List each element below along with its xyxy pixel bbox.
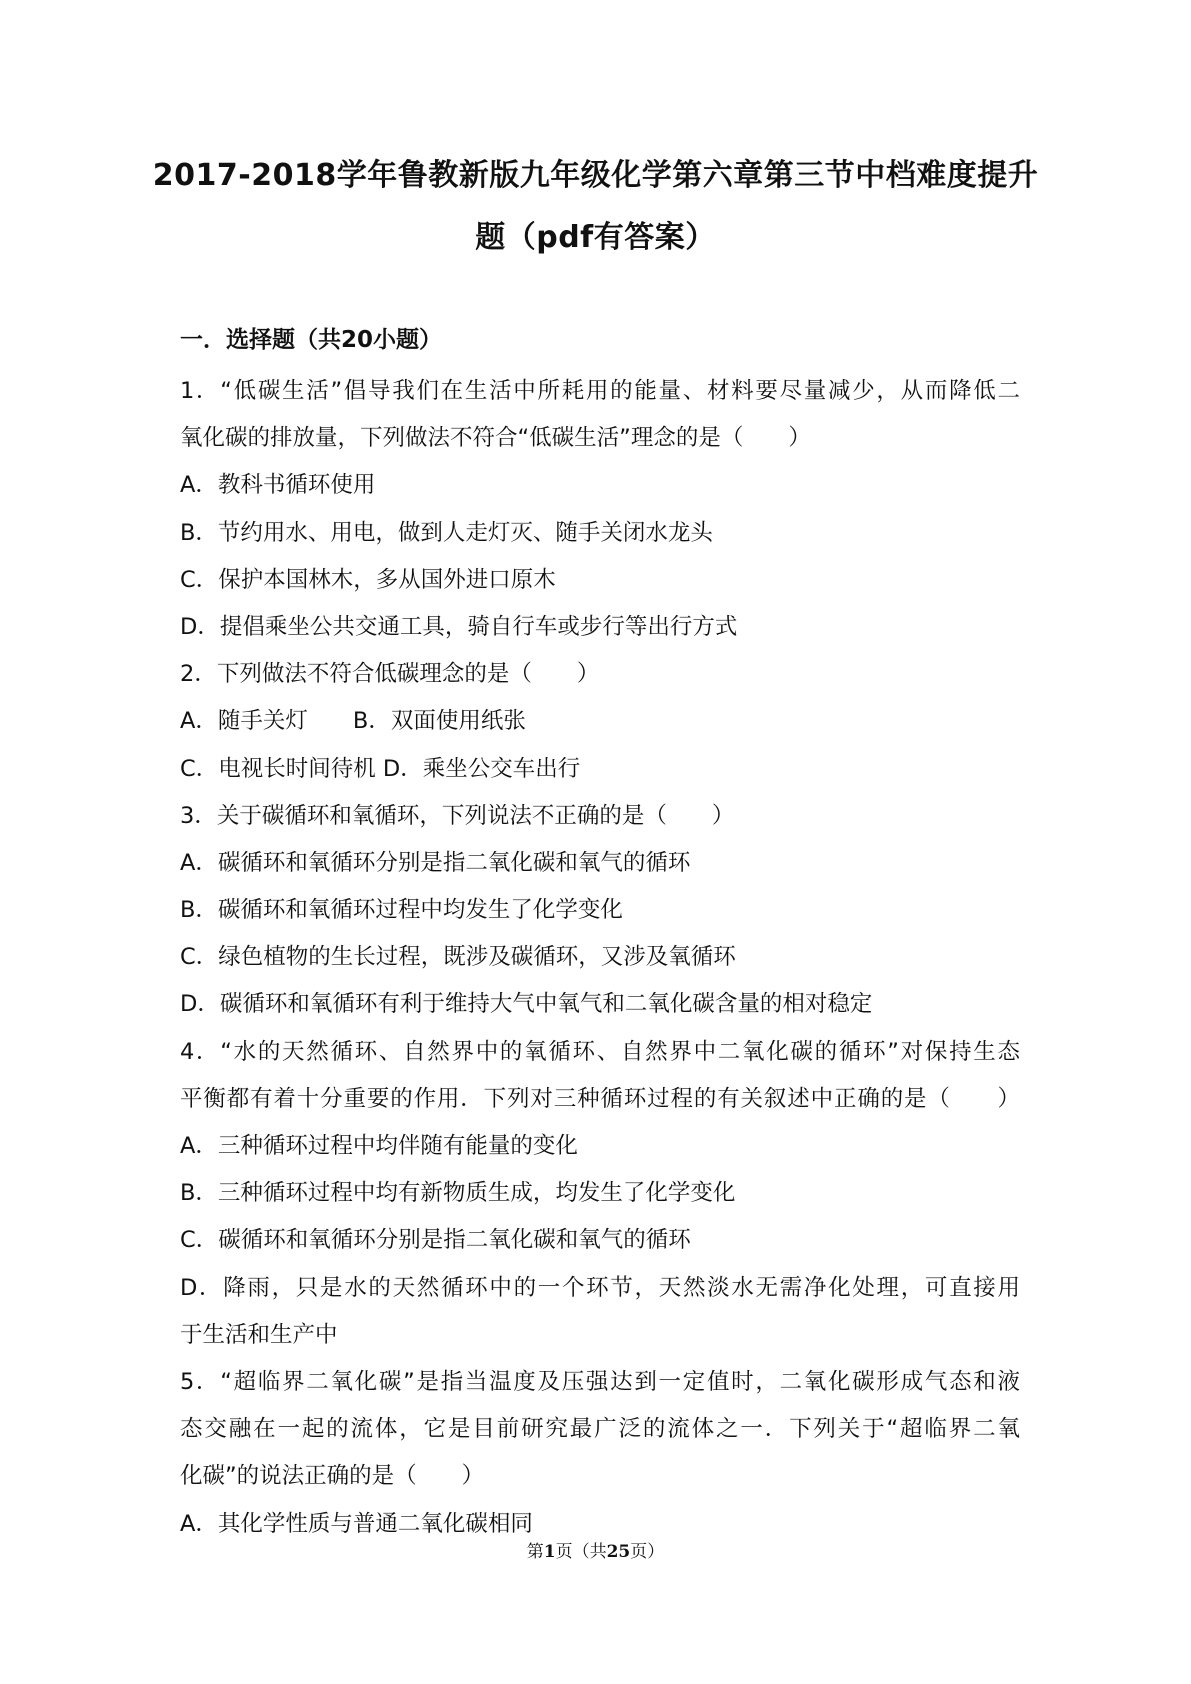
- text-line: B．节约用水、用电，做到人走灯灭、随手关闭水龙头: [180, 519, 713, 546]
- footer-page-number: 1: [543, 1542, 556, 1562]
- text-line: D．碳循环和氧循环有利于维持大气中氧气和二氧化碳含量的相对稳定: [180, 991, 873, 1018]
- text-line: 1．“低碳生活”倡导我们在生活中所耗用的能量、材料要尽量减少，从而降低二: [180, 378, 1020, 404]
- text-line: A．碳循环和氧循环分别是指二氧化碳和氧气的循环: [180, 849, 691, 876]
- text-line: 态交融在一起的流体，它是目前研究最广泛的流体之一．下列关于“超临界二氧: [180, 1416, 1020, 1443]
- text-line: 化碳”的说法正确的是（ ）: [180, 1463, 485, 1490]
- text-line: 5．“超临界二氧化碳”是指当温度及压强达到一定值时，二氧化碳形成气态和液: [180, 1368, 1020, 1395]
- text-line: 平衡都有着十分重要的作用．下列对三种循环过程的有关叙述中正确的是（ ）: [180, 1085, 1020, 1112]
- text-line: C．绿色植物的生长过程，既涉及碳循环，又涉及氧循环: [180, 944, 736, 971]
- document-title-line-2: 题（pdf有答案）: [475, 220, 716, 255]
- text-line: C．碳循环和氧循环分别是指二氧化碳和氧气的循环: [180, 1227, 691, 1254]
- question-list: [180, 368, 1020, 1548]
- text-line: C．保护本国林木，多从国外进口原木: [180, 566, 556, 593]
- text-line: A．随手关灯 B．双面使用纸张: [180, 708, 526, 735]
- text-line: A．其化学性质与普通二氧化碳相同: [180, 1510, 533, 1537]
- text-line: A．教科书循环使用: [180, 472, 376, 499]
- text-line: 2．下列做法不符合低碳理念的是（ ）: [180, 661, 600, 688]
- text-line: B．三种循环过程中均有新物质生成，均发生了化学变化: [180, 1180, 736, 1207]
- footer-total-pages: 25: [606, 1542, 631, 1562]
- text-line: D．提倡乘坐公共交通工具，骑自行车或步行等出行方式: [180, 613, 738, 640]
- footer-prefix: 第: [526, 1542, 544, 1562]
- text-line: 于生活和生产中: [180, 1321, 338, 1348]
- footer-suffix: 页）: [630, 1542, 665, 1562]
- text-line: 3．关于碳循环和氧循环，下列说法不正确的是（ ）: [180, 802, 735, 829]
- text-line: B．碳循环和氧循环过程中均发生了化学变化: [180, 897, 623, 924]
- text-line: C．电视长时间待机 D．乘坐公交车出行: [180, 755, 581, 782]
- text-line: D．降雨，只是水的天然循环中的一个环节，天然淡水无需净化处理，可直接用: [180, 1274, 1020, 1301]
- text-line: 4．“水的天然循环、自然界中的氧循环、自然界中二氧化碳的循环”对保持生态: [180, 1038, 1020, 1065]
- footer-mid: 页（共: [555, 1542, 607, 1562]
- section-heading: 一．选择题（共20小题）: [180, 327, 443, 353]
- document-title-line-1: 2017-2018学年鲁教新版九年级化学第六章第三节中档难度提升: [152, 158, 1039, 193]
- text-line: A．三种循环过程中均伴随有能量的变化: [180, 1133, 578, 1159]
- page-footer: [0, 1540, 1191, 1564]
- text-line: 氧化碳的排放量，下列做法不符合“低碳生活”理念的是（ ）: [180, 425, 811, 452]
